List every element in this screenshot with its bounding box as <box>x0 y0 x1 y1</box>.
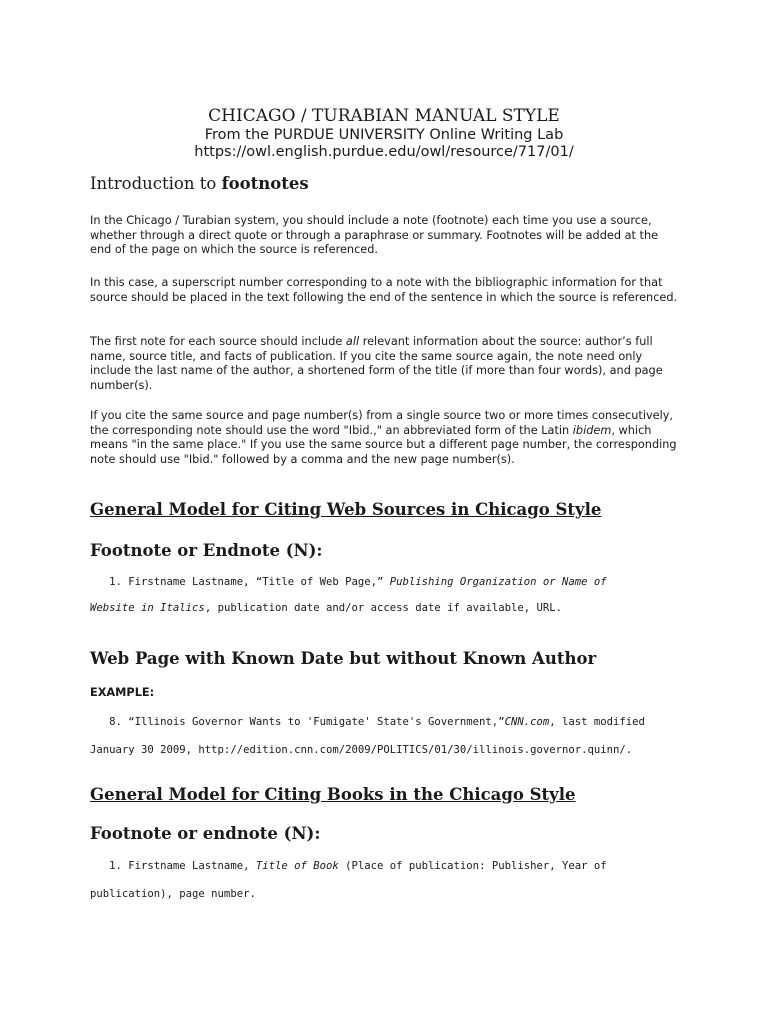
intro-paragraph-1: In the Chicago / Turabian system, you should include a note (footnote) each time you use a source, whether through a direct quote or through a paraphrase or summary. Footnotes will be added at the end of the page on which the source is referenced. <box>90 214 659 257</box>
books-heading: General Model for Citing Books in the Chicago Style <box>90 785 576 804</box>
intro-paragraph-3-b: relevant information about the source: author’s full name, source title, and facts of publication. If you cite the same source again, the note need only include the last name of the author, a shortened form of the title (if more than four words), and page number(s). <box>90 335 663 392</box>
web-citation-line-2-b: , publication date and/or access date if available, URL. <box>204 602 562 614</box>
web-sources-heading: General Model for Citing Web Sources in Chicago Style <box>90 500 602 519</box>
book-citation-line-1 <box>90 860 607 872</box>
intro-paragraph-2: In this case, a superscript number corresponding to a note with the bibliographic information for that source should be placed in the text following the end of the sentence in which the source is referenced. <box>90 276 678 304</box>
book-citation-line-1-italic: Title of Book <box>255 860 339 872</box>
example-label: EXAMPLE: <box>90 686 155 699</box>
book-citation-line-2: publication), page number. <box>90 888 256 900</box>
example-citation-line-2: January 30 2009, http://edition.cnn.com/2009/POLITICS/01/30/illinois.governor.quinn/. <box>90 744 633 756</box>
intro-paragraph-4-b: , which means "in the same place." If you use the same source but a different page number, the corresponding note should use "Ibid." followed by a comma and the new page number(s). <box>90 423 677 466</box>
document-title: CHICAGO / TURABIAN MANUAL STYLE <box>208 106 560 126</box>
source-url: https://owl.english.purdue.edu/owl/resource/717/01/ <box>194 144 574 160</box>
book-citation-line-1-a: 1. Firstname Lastname, <box>90 860 256 872</box>
intro-heading <box>90 174 309 193</box>
intro-heading-prefix: Introduction to <box>90 174 222 193</box>
example-citation-line-1 <box>90 716 645 728</box>
web-citation-line-2 <box>90 602 562 614</box>
web-citation-line-1 <box>90 576 607 588</box>
intro-paragraph-3-a: The first note for each source should include <box>90 335 346 348</box>
web-citation-line-1-italic: Publishing Organization or Name of <box>389 576 607 588</box>
books-footnote-subheading: Footnote or endnote (N): <box>90 824 321 843</box>
intro-paragraph-4 <box>90 409 680 467</box>
intro-paragraph-4-emphasis: ibidem <box>572 423 612 437</box>
known-date-heading: Web Page with Known Date but without Known Author <box>90 649 597 668</box>
web-footnote-subheading: Footnote or Endnote (N): <box>90 541 323 560</box>
book-citation-line-1-b: (Place of publication: Publisher, Year of <box>338 860 607 872</box>
intro-paragraph-3 <box>90 335 680 393</box>
intro-paragraph-3-emphasis: all <box>345 335 360 348</box>
web-citation-line-1-a: 1. Firstname Lastname, “Title of Web Page,” <box>90 576 390 588</box>
web-citation-line-2-italic: Website in Italics <box>90 602 205 614</box>
document-subtitle: From the PURDUE UNIVERSITY Online Writing Lab <box>204 127 564 143</box>
intro-heading-bold: footnotes <box>221 174 309 193</box>
example-citation-line-1-italic: CNN.com <box>504 716 550 728</box>
example-citation-line-1-b: , last modified <box>549 716 645 728</box>
intro-paragraph-4-a: If you cite the same source and page number(s) from a single source two or more times consecutively, the corresponding note should use the word "Ibid.," an abbreviated form of the Latin <box>90 409 674 437</box>
example-citation-line-1-a: 8. “Illinois Governor Wants to 'Fumigate' State's Government,” <box>90 716 505 728</box>
